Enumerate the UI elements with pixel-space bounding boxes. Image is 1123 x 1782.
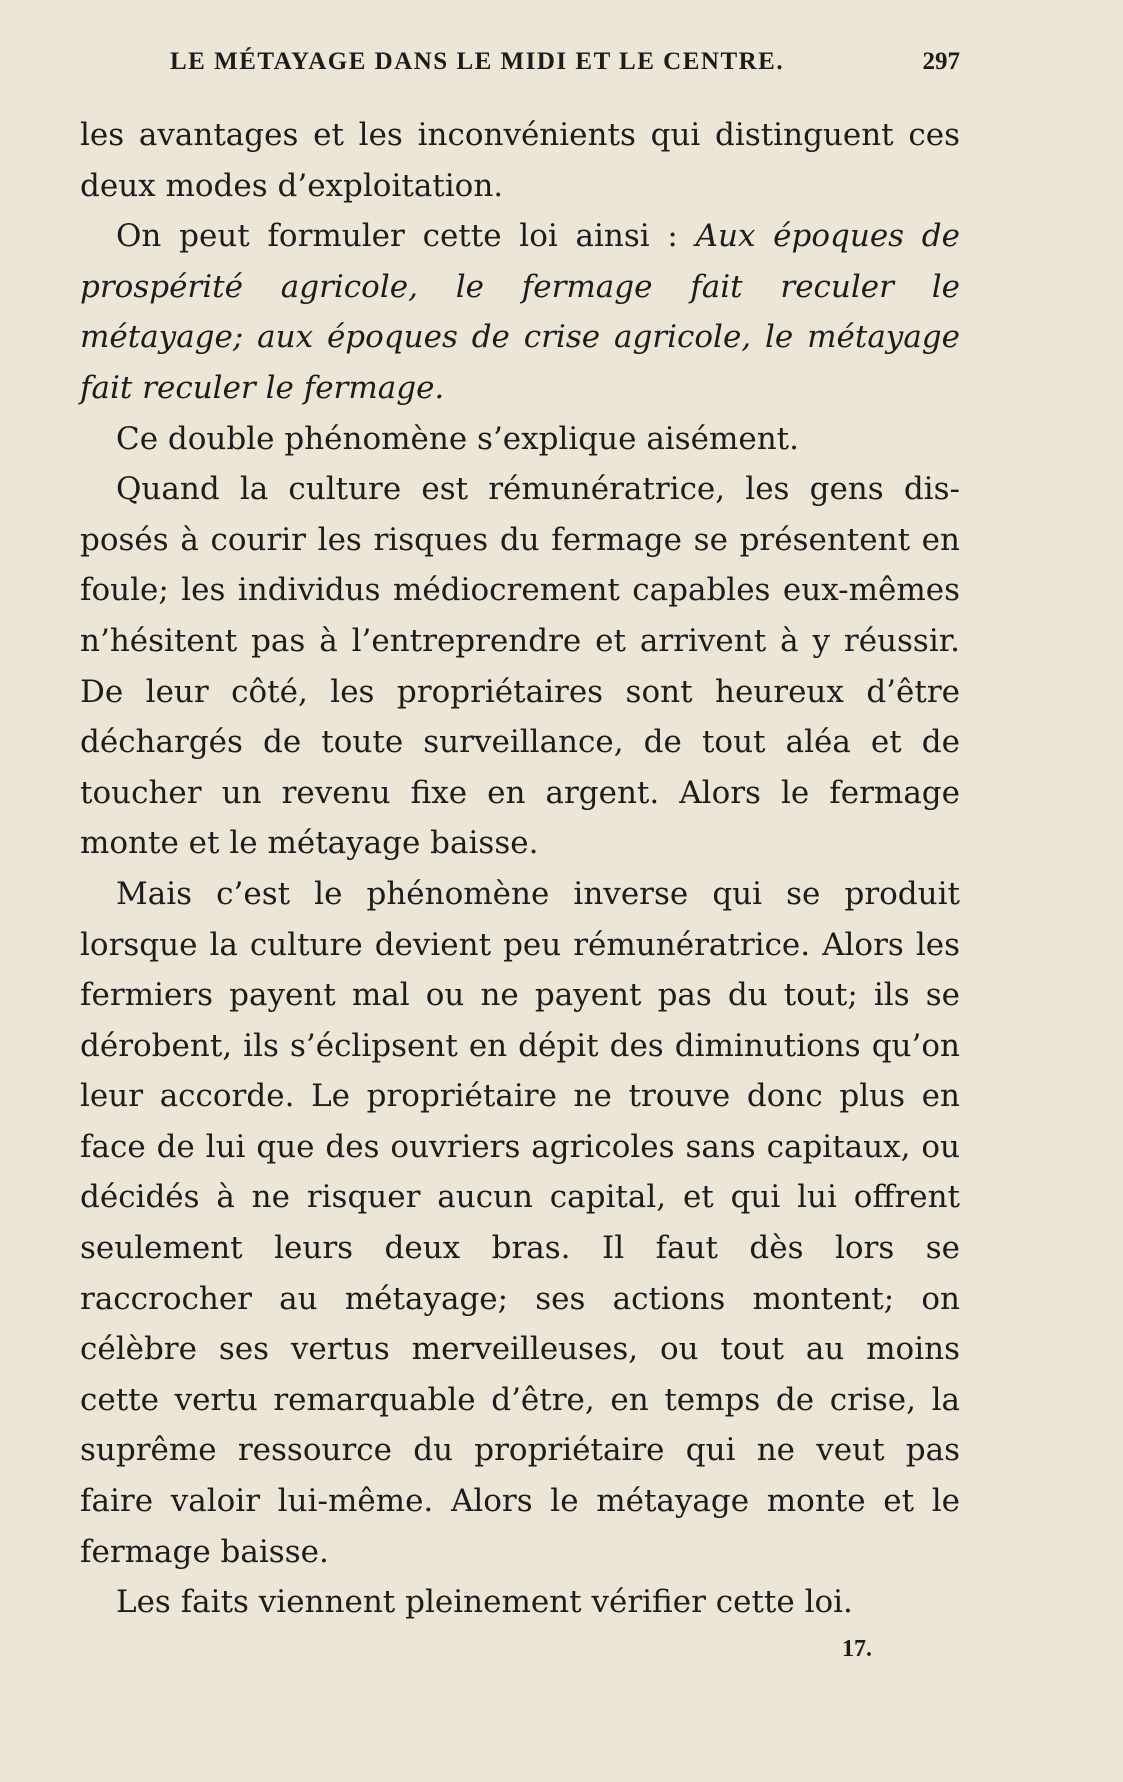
- paragraph-text: Ce double phénomène s’explique aisément.: [116, 420, 799, 457]
- paragraph-text: Quand la culture est rémunératrice, les gens disposés à courir les risques du fermage se présentent en foule; les individus médiocrement capables eux-mêmes n’hésitent pas à l’entreprendre et arrivent à y réussir. De leur côté, les propriétaires sont heureux d’être déchargés de toute surveillance, de tout aléa et de toucher un revenu fixe en argent. Alors le fermage monte et le métayage baisse.: [80, 471, 960, 862]
- page-number: 297: [922, 48, 960, 75]
- italic-law-statement: Aux époques de prospérité agricole, le fermage fait reculer le métayage; aux époques de crise agricole, le métayage fait reculer le fermage.: [80, 218, 960, 406]
- paragraph-3: [80, 414, 960, 465]
- paragraph-5: [80, 869, 960, 1577]
- paragraph-text: les avantages et les inconvénients qui distinguent ces deux modes d’exploitation.: [80, 117, 960, 204]
- paragraph-1: [80, 110, 960, 211]
- paragraph-4: [80, 464, 960, 869]
- page-header: [80, 44, 960, 84]
- signature-mark: 17.: [842, 1636, 872, 1662]
- running-head: LE MÉTAYAGE DANS LE MIDI ET LE CENTRE.: [170, 48, 785, 75]
- paragraph-6: [80, 1577, 960, 1628]
- paragraph-text: Les faits viennent pleinement vérifier cette loi.: [116, 1584, 853, 1621]
- paragraph-2: [80, 211, 960, 413]
- paragraph-text: Mais c’est le phénomène inverse qui se produit lorsque la culture devient peu rémunératrice. Alors les fermiers payent mal ou ne payent pas du tout; ils se dérobent, ils s’éclipsent en dépit des diminutions qu’on leur accorde. Le propriétaire ne trouve donc plus en face de lui que des ouvriers agricoles sans capitaux, ou décidés à ne risquer aucun capital, et qui lui offrent seulement leurs deux bras. Il faut dès lors se raccrocher au métayage; ses actions montent; on célèbre ses vertus merveilleuses, ou tout au moins cette vertu remarquable d’être, en temps de crise, la suprême ressource du propriétaire qui ne veut pas faire valoir lui-même. Alors le métayage monte et le fermage baisse.: [80, 875, 960, 1570]
- body-text: [80, 110, 960, 1628]
- paragraph-text: On peut formuler cette loi ainsi :: [116, 218, 696, 255]
